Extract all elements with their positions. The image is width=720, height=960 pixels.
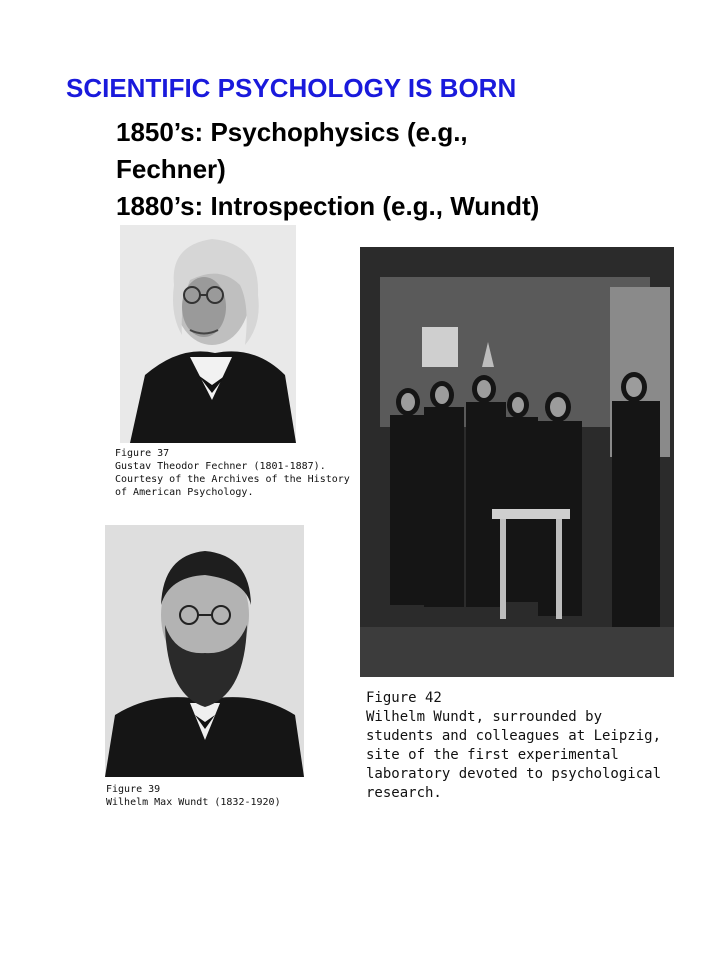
bullet-list <box>116 114 676 225</box>
lab-caption-line: laboratory devoted to psychological <box>366 766 662 782</box>
lab-caption-line: site of the first experimental <box>366 747 619 763</box>
slide-title: SCIENTIFIC PSYCHOLOGY IS BORN <box>66 73 517 103</box>
lab-caption <box>366 689 661 803</box>
wundt-caption <box>106 783 281 809</box>
leipzig-laboratory-group-photo <box>360 247 674 677</box>
fechner-caption <box>115 447 350 499</box>
fechner-caption-line: Figure 37 <box>115 448 170 459</box>
fechner-portrait-photo <box>120 225 296 443</box>
wundt-portrait-photo <box>105 525 304 777</box>
lab-caption-line: Figure 42 <box>366 690 442 706</box>
lab-caption-line: research. <box>366 785 442 801</box>
fechner-caption-line: Gustav Theodor Fechner (1801-1887). <box>115 461 326 472</box>
wundt-caption-line: Wilhelm Max Wundt (1832-1920) <box>106 797 281 808</box>
lab-caption-line: Wilhelm Wundt, surrounded by <box>366 709 603 725</box>
fechner-caption-line: Courtesy of the Archives of the History <box>115 474 350 485</box>
wundt-caption-line: Figure 39 <box>106 784 161 795</box>
lab-caption-line: students and colleagues at Leipzig, <box>366 728 662 744</box>
bullet-line-3: 1880’s: Introspection (e.g., Wundt) <box>116 191 540 221</box>
fechner-caption-line: of American Psychology. <box>115 487 254 498</box>
bullet-line-1: 1850’s: Psychophysics (e.g., <box>116 117 468 147</box>
bullet-line-2: Fechner) <box>116 154 226 184</box>
